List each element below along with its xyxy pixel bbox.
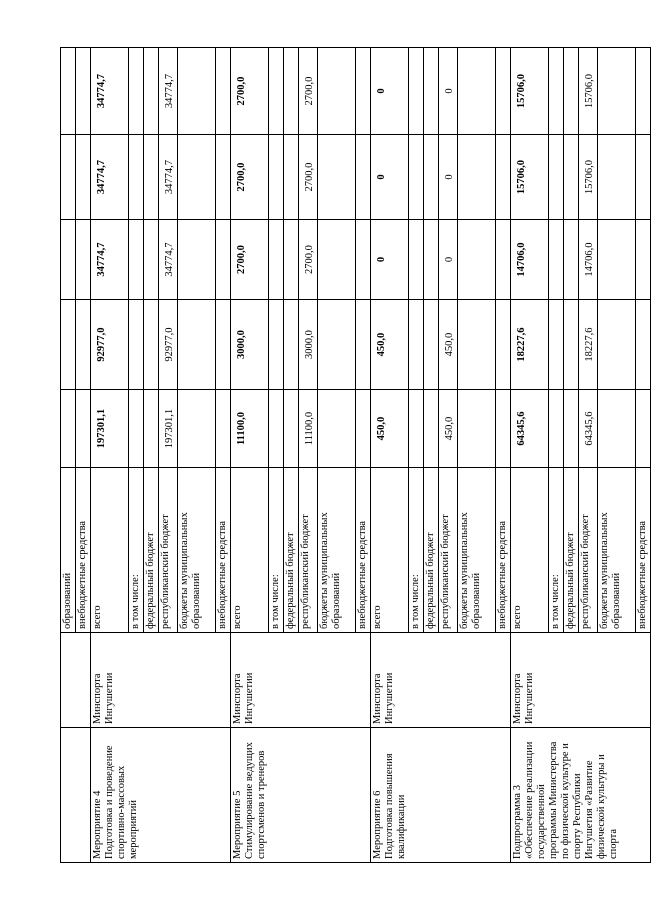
amount-cell: 92977,0: [159, 300, 178, 390]
amount-cell: [144, 135, 159, 220]
funding-source-cell: в том числе:: [129, 468, 144, 633]
budget-table: [60, 47, 651, 863]
amount-cell: 0: [371, 135, 409, 220]
amount-cell: [318, 220, 356, 300]
funding-source-cell: федеральный бюджет: [564, 468, 579, 633]
amount-cell: [549, 135, 564, 220]
amount-cell: [144, 300, 159, 390]
amount-cell: 2700,0: [299, 135, 318, 220]
funding-source-cell: федеральный бюджет: [424, 468, 439, 633]
amount-cell: [598, 135, 636, 220]
amount-cell: [356, 300, 371, 390]
amount-cell: [178, 300, 216, 390]
amount-cell: [496, 135, 511, 220]
funding-source-cell: республиканский бюджет: [579, 468, 598, 633]
amount-cell: [598, 220, 636, 300]
amount-cell: [269, 48, 284, 135]
funding-source-cell: внебюджетные средства: [496, 468, 511, 633]
funding-source-cell: в том числе:: [549, 468, 564, 633]
funding-source-cell: внебюджетные средства: [356, 468, 371, 633]
amount-cell: [636, 390, 651, 468]
amount-cell: 3000,0: [299, 300, 318, 390]
amount-cell: [564, 300, 579, 390]
amount-cell: [424, 300, 439, 390]
funding-source-cell: в том числе:: [269, 468, 284, 633]
amount-cell: [269, 220, 284, 300]
amount-cell: 0: [439, 48, 458, 135]
activity-name-cell: Мероприятие 6 Подготовка повышения квалификации: [371, 728, 511, 863]
amount-cell: [424, 390, 439, 468]
amount-cell: 14706,0: [579, 220, 598, 300]
amount-cell: [549, 300, 564, 390]
amount-cell: [144, 220, 159, 300]
amount-cell: [216, 220, 231, 300]
funding-source-cell: бюджеты муниципальных образований: [458, 468, 496, 633]
funding-source-cell: внебюджетные средства: [636, 468, 651, 633]
amount-cell: 450,0: [371, 390, 409, 468]
responsible-cell: Минспорта Ингушетии: [371, 633, 511, 728]
activity-name-cell: Подпрограмма 3 «Обеспечение реализации государственной программы Министерства по физической культуре и спорту Республики Ингушетия «Развитие физической культуры и спорта: [511, 728, 651, 863]
amount-cell: 15706,0: [579, 48, 598, 135]
amount-cell: [458, 135, 496, 220]
table-row: [91, 48, 129, 863]
amount-cell: [76, 300, 91, 390]
funding-source-cell: всего: [231, 468, 269, 633]
amount-cell: [409, 135, 424, 220]
amount-cell: [409, 48, 424, 135]
amount-cell: [178, 135, 216, 220]
amount-cell: [61, 220, 76, 300]
amount-cell: 14706,0: [511, 220, 549, 300]
amount-cell: [598, 390, 636, 468]
amount-cell: [564, 135, 579, 220]
amount-cell: 3000,0: [231, 300, 269, 390]
table-body: [61, 48, 651, 863]
amount-cell: [636, 220, 651, 300]
amount-cell: [178, 390, 216, 468]
amount-cell: [458, 300, 496, 390]
table-row: [371, 48, 409, 863]
amount-cell: [598, 300, 636, 390]
amount-cell: 34774,7: [91, 220, 129, 300]
amount-cell: [564, 390, 579, 468]
funding-source-cell: всего: [511, 468, 549, 633]
table-row: [61, 48, 76, 863]
funding-source-cell: всего: [371, 468, 409, 633]
funding-source-cell: республиканский бюджет: [439, 468, 458, 633]
amount-cell: [496, 48, 511, 135]
funding-source-cell: республиканский бюджет: [299, 468, 318, 633]
amount-cell: 2700,0: [299, 48, 318, 135]
amount-cell: 34774,7: [91, 48, 129, 135]
amount-cell: [598, 48, 636, 135]
amount-cell: 34774,7: [91, 135, 129, 220]
amount-cell: [76, 48, 91, 135]
amount-cell: [129, 300, 144, 390]
funding-source-cell: образований: [61, 468, 76, 633]
amount-cell: 2700,0: [231, 135, 269, 220]
amount-cell: [409, 390, 424, 468]
amount-cell: [216, 48, 231, 135]
amount-cell: 15706,0: [511, 135, 549, 220]
amount-cell: [216, 300, 231, 390]
amount-cell: 18227,6: [511, 300, 549, 390]
amount-cell: 15706,0: [579, 135, 598, 220]
amount-cell: [76, 220, 91, 300]
amount-cell: 197301,1: [159, 390, 178, 468]
amount-cell: 450,0: [439, 390, 458, 468]
amount-cell: [61, 135, 76, 220]
amount-cell: [564, 220, 579, 300]
amount-cell: [61, 48, 76, 135]
responsible-cell: Минспорта Ингушетии: [511, 633, 651, 728]
amount-cell: [178, 48, 216, 135]
amount-cell: [129, 220, 144, 300]
funding-source-cell: внебюджетные средства: [216, 468, 231, 633]
amount-cell: [496, 220, 511, 300]
amount-cell: 450,0: [371, 300, 409, 390]
amount-cell: [318, 135, 356, 220]
amount-cell: 0: [439, 220, 458, 300]
amount-cell: [356, 390, 371, 468]
amount-cell: [409, 300, 424, 390]
amount-cell: 11100,0: [231, 390, 269, 468]
responsible-cell: Минспорта Ингушетии: [231, 633, 371, 728]
amount-cell: [636, 48, 651, 135]
amount-cell: [216, 390, 231, 468]
activity-name-cell: [61, 728, 91, 863]
table-row: [231, 48, 269, 863]
amount-cell: [284, 220, 299, 300]
amount-cell: [458, 48, 496, 135]
table-row: [511, 48, 549, 863]
amount-cell: [284, 135, 299, 220]
amount-cell: 92977,0: [91, 300, 129, 390]
amount-cell: [178, 220, 216, 300]
funding-source-cell: бюджеты муниципальных образований: [178, 468, 216, 633]
activity-name-cell: Мероприятие 4 Подготовка и проведение спортивно-массовых мероприятий: [91, 728, 231, 863]
amount-cell: 64345,6: [579, 390, 598, 468]
amount-cell: [409, 220, 424, 300]
amount-cell: [549, 48, 564, 135]
amount-cell: [61, 300, 76, 390]
amount-cell: [496, 390, 511, 468]
amount-cell: [61, 390, 76, 468]
amount-cell: [129, 390, 144, 468]
responsible-cell: [61, 633, 91, 728]
amount-cell: 450,0: [439, 300, 458, 390]
amount-cell: [76, 135, 91, 220]
amount-cell: 15706,0: [511, 48, 549, 135]
amount-cell: [129, 48, 144, 135]
amount-cell: [269, 135, 284, 220]
activity-name-cell: Мероприятие 5 Стимулирование ведущих спортсменов и тренеров: [231, 728, 371, 863]
amount-cell: 2700,0: [231, 48, 269, 135]
amount-cell: [356, 220, 371, 300]
funding-source-cell: всего: [91, 468, 129, 633]
amount-cell: [269, 300, 284, 390]
amount-cell: [216, 135, 231, 220]
amount-cell: [318, 300, 356, 390]
amount-cell: 2700,0: [299, 220, 318, 300]
amount-cell: [356, 48, 371, 135]
amount-cell: [424, 135, 439, 220]
funding-source-cell: бюджеты муниципальных образований: [318, 468, 356, 633]
amount-cell: [284, 48, 299, 135]
amount-cell: [564, 48, 579, 135]
amount-cell: [76, 390, 91, 468]
amount-cell: [458, 220, 496, 300]
amount-cell: [458, 390, 496, 468]
amount-cell: 0: [439, 135, 458, 220]
amount-cell: [356, 135, 371, 220]
amount-cell: 18227,6: [579, 300, 598, 390]
amount-cell: [549, 220, 564, 300]
amount-cell: 0: [371, 48, 409, 135]
amount-cell: [269, 390, 284, 468]
funding-source-cell: федеральный бюджет: [144, 468, 159, 633]
amount-cell: [549, 390, 564, 468]
amount-cell: 34774,7: [159, 48, 178, 135]
amount-cell: [144, 390, 159, 468]
amount-cell: [636, 300, 651, 390]
amount-cell: [496, 300, 511, 390]
amount-cell: [144, 48, 159, 135]
funding-source-cell: республиканский бюджет: [159, 468, 178, 633]
amount-cell: 34774,7: [159, 135, 178, 220]
rotated-page: [60, 48, 648, 863]
funding-source-cell: бюджеты муниципальных образований: [598, 468, 636, 633]
responsible-cell: Минспорта Ингушетии: [91, 633, 231, 728]
amount-cell: [284, 390, 299, 468]
amount-cell: 2700,0: [231, 220, 269, 300]
amount-cell: [129, 135, 144, 220]
amount-cell: 34774,7: [159, 220, 178, 300]
amount-cell: [318, 48, 356, 135]
amount-cell: [636, 135, 651, 220]
amount-cell: 11100,0: [299, 390, 318, 468]
amount-cell: [424, 220, 439, 300]
funding-source-cell: внебюджетные средства: [76, 468, 91, 633]
amount-cell: [424, 48, 439, 135]
amount-cell: 0: [371, 220, 409, 300]
funding-source-cell: федеральный бюджет: [284, 468, 299, 633]
amount-cell: [284, 300, 299, 390]
amount-cell: 64345,6: [511, 390, 549, 468]
amount-cell: 197301,1: [91, 390, 129, 468]
amount-cell: [318, 390, 356, 468]
funding-source-cell: в том числе:: [409, 468, 424, 633]
